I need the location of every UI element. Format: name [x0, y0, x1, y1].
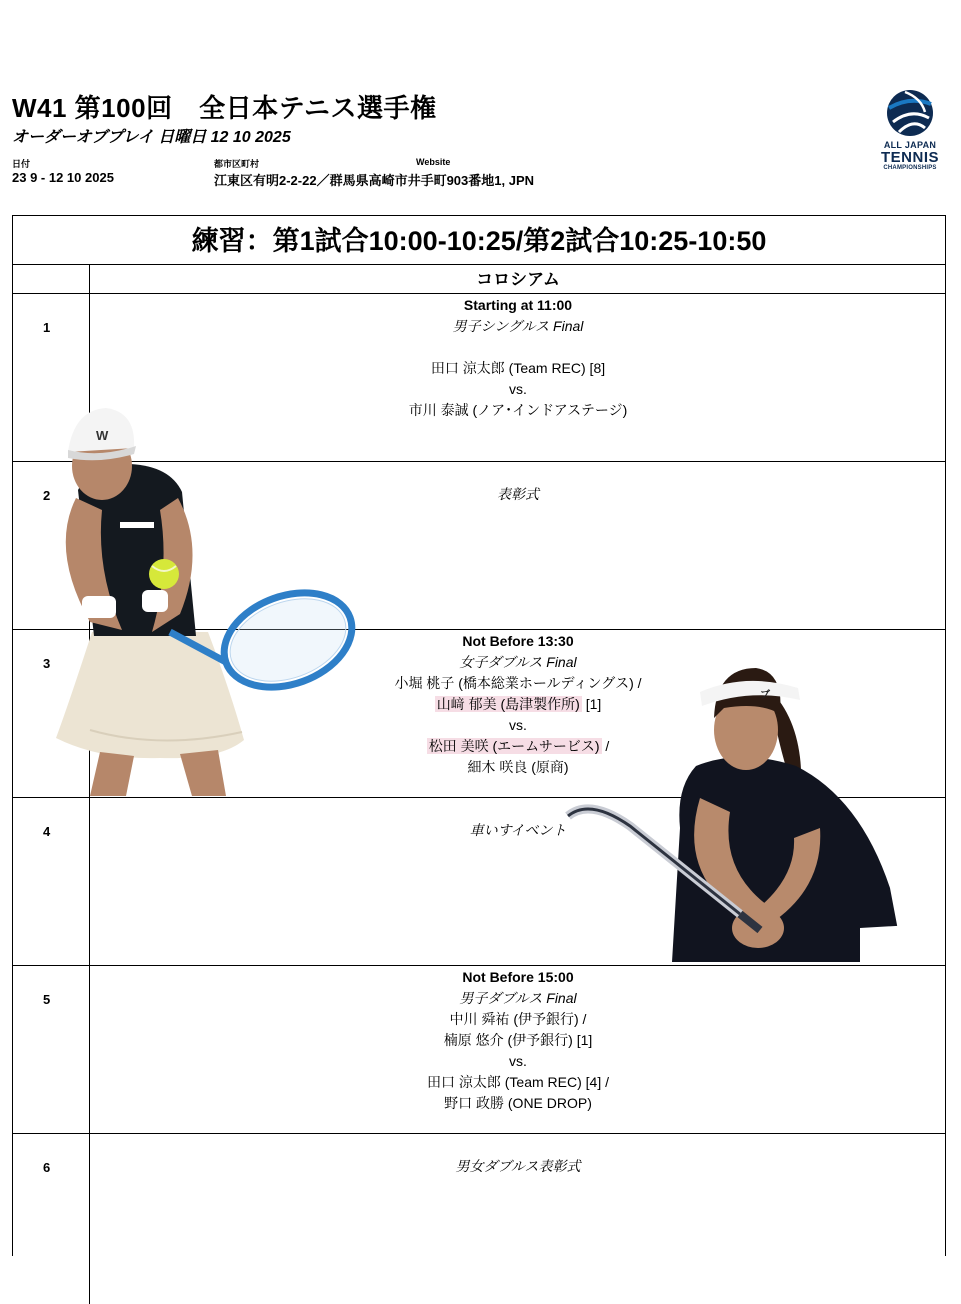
logo-text-tennis: TENNIS	[880, 149, 939, 166]
match-number: 1	[43, 320, 51, 335]
team-2-player-b: 野口 政勝 (ONE DROP)	[444, 1095, 592, 1111]
all-japan-tennis-logo	[870, 88, 950, 188]
match-content	[89, 966, 946, 1133]
team-2-player-a: 田口 涼太郎 (Team REC) [4] /	[426, 1074, 610, 1090]
court-header-row	[13, 265, 945, 294]
player-ready-stance-photo	[560, 648, 940, 962]
event-name: 車いすイベント	[469, 822, 567, 838]
seed: [1]	[581, 696, 602, 712]
order-of-play-subtitle: オーダーオブプレイ 日曜日 12 10 2025	[12, 129, 291, 146]
logo-text-all-japan: ALL JAPAN	[883, 140, 937, 150]
event-name: 男子ダブルス Final	[459, 990, 577, 1006]
versus: vs.	[509, 1053, 527, 1069]
match-row-5	[13, 966, 945, 1134]
match-number: 3	[43, 656, 51, 671]
match-number: 5	[43, 992, 51, 1007]
start-time: Not Before 13:30	[462, 633, 574, 649]
event-name: 表彰式	[497, 486, 539, 502]
event-name: 女子ダブルス Final	[459, 654, 577, 670]
tournament-title: W41 第100回 全日本テニス選手権	[12, 93, 437, 123]
practice-banner: 練習：第1試合10:00-10:25/第2試合10:25-10:50	[13, 216, 945, 265]
match-number: 6	[43, 1160, 51, 1175]
start-time: Not Before 15:00	[462, 969, 574, 985]
separator: /	[601, 738, 610, 754]
match-number: 2	[43, 488, 51, 503]
player-backhand-photo	[30, 400, 360, 800]
player-1: 田口 涼太郎 (Team REC) [8]	[430, 360, 606, 376]
match-content	[89, 1134, 946, 1304]
event-name: 男子シングルス Final	[452, 318, 584, 334]
date-value: 23 9 - 12 10 2025	[12, 170, 114, 185]
highlighted-player: 山﨑 郁美 (島津製作所)	[436, 696, 580, 712]
visor-logo: ブ	[760, 690, 770, 701]
team-1-player-b: 楠原 悠介 (伊予銀行) [1]	[443, 1032, 593, 1048]
logo-text-championships: CHAMPIONSHIPS	[883, 165, 937, 171]
website-label: Website	[416, 157, 451, 167]
court-name: コロシアム	[89, 265, 946, 293]
start-time: Starting at 11:00	[463, 297, 573, 313]
match-row-6	[13, 1134, 945, 1304]
cap-logo: W	[96, 428, 109, 443]
tennis-ball-globe-icon	[885, 88, 935, 138]
team-2-player-b: 細木 咲良 (原商)	[467, 759, 569, 775]
city-value: 江東区有明2-2-22／群馬県高崎市井手町903番地1, JPN	[214, 173, 535, 188]
player-2: 市川 泰誠 (ノア･インドアステージ)	[408, 402, 628, 418]
team-1-player-a: 小堀 桃子 (橋本総業ホールディングス) /	[394, 675, 642, 691]
versus: vs.	[509, 717, 527, 733]
city-label: 都市区町村	[214, 159, 260, 169]
team-1-player-a: 中川 舜祐 (伊予銀行) /	[449, 1011, 587, 1027]
date-label: 日付	[12, 159, 31, 169]
match-number: 4	[43, 824, 51, 839]
highlighted-player: 松田 美咲 (エームサービス)	[428, 738, 600, 754]
event-name: 男女ダブルス表彰式	[455, 1158, 581, 1174]
versus: vs.	[509, 381, 527, 397]
